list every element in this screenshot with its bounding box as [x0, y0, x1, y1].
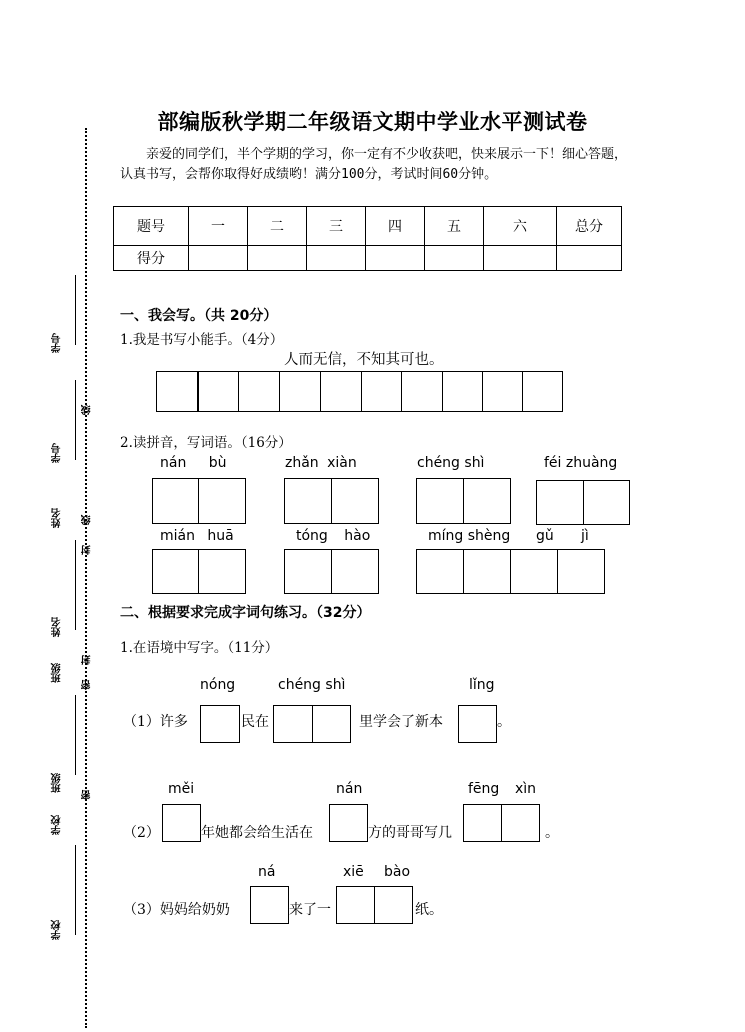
margin-line: [75, 845, 76, 935]
fill-box[interactable]: [250, 886, 289, 924]
word-box[interactable]: [284, 549, 332, 594]
sentence-text: 民在: [241, 714, 269, 730]
pinyin-label: nán: [336, 781, 363, 797]
sentence-text: 方的哥哥写几: [368, 825, 452, 841]
pinyin-label: tóng hào: [296, 528, 371, 544]
word-box[interactable]: [463, 478, 511, 524]
score-input-cell[interactable]: [366, 246, 425, 271]
writing-box[interactable]: [442, 371, 484, 412]
fill-box[interactable]: [329, 804, 368, 842]
pinyin-label: bào: [384, 864, 411, 880]
seal-char: 密: [82, 680, 93, 690]
fill-box[interactable]: [501, 804, 540, 842]
seal-char: 线: [82, 515, 93, 525]
question-label: 1.在语境中写字。（11分）: [120, 640, 279, 656]
pinyin-label: zhǎn xiàn: [285, 455, 357, 471]
fill-box[interactable]: [200, 705, 240, 743]
writing-box[interactable]: [522, 371, 563, 412]
writing-box[interactable]: [238, 371, 280, 412]
sentence-text: 纸。: [415, 902, 443, 918]
copy-sentence: 人而无信，不知其可也。: [284, 352, 444, 368]
sentence-text: 。: [497, 714, 511, 730]
intro-text: 亲爱的同学们，半个学期的学习，你一定有不少收获吧，快来展示一下！细心答题，认真书写，会帮你取得好成绩哟！满分100分，考试时间60分钟。: [120, 147, 628, 182]
sentence-text: （2）: [123, 825, 160, 841]
sentence-text: 。: [545, 825, 559, 841]
word-box[interactable]: [152, 549, 199, 594]
seal-char: 封: [82, 545, 93, 555]
word-box[interactable]: [284, 478, 332, 524]
pinyin-label: gǔ: [536, 528, 554, 544]
word-box[interactable]: [331, 478, 379, 524]
pinyin-label: féi zhuàng: [544, 455, 618, 471]
fill-box[interactable]: [458, 705, 497, 743]
margin-label-school: 学校: [52, 920, 63, 940]
word-box[interactable]: [198, 549, 246, 594]
pinyin-label: jì: [581, 528, 589, 544]
binding-dotted-line: [85, 128, 87, 1028]
writing-box[interactable]: [361, 371, 403, 412]
score-header-cell: 二: [248, 207, 307, 246]
question-label: 2.读拼音，写词语。（16分）: [120, 435, 292, 451]
writing-box[interactable]: [482, 371, 524, 412]
question-label: 1.我是书写小能手。（4分）: [120, 332, 284, 348]
margin-line: [75, 695, 76, 775]
fill-box[interactable]: [374, 886, 413, 924]
writing-box[interactable]: [156, 371, 198, 412]
page-title: 部编版秋学期二年级语文期中学业水平测试卷: [157, 110, 588, 134]
score-input-cell[interactable]: [557, 246, 622, 271]
margin-line: [75, 380, 76, 460]
seal-char: 封: [82, 655, 93, 665]
pinyin-label: chéng shì: [278, 677, 346, 693]
word-box[interactable]: [416, 549, 464, 594]
pinyin-label: míng shèng: [428, 528, 511, 544]
pinyin-label: xiē: [343, 864, 364, 880]
pinyin-label: chéng shì: [417, 455, 485, 471]
score-header-cell: 总分: [557, 207, 622, 246]
margin-label-student-id: 学号: [52, 333, 63, 353]
score-input-cell[interactable]: [248, 246, 307, 271]
sentence-text: 里学会了新本: [359, 714, 443, 730]
word-box[interactable]: [416, 478, 464, 524]
pinyin-label: fēng: [468, 781, 500, 797]
word-box[interactable]: [331, 549, 379, 594]
word-box[interactable]: [152, 478, 199, 524]
seal-char: 线: [82, 405, 93, 415]
score-row-label: 得分: [114, 246, 189, 271]
pinyin-label: nán bù: [160, 455, 227, 471]
score-header-cell: 四: [366, 207, 425, 246]
score-input-cell[interactable]: [425, 246, 484, 271]
margin-label-name: 姓名: [52, 508, 63, 528]
score-header-cell: 一: [189, 207, 248, 246]
word-box[interactable]: [463, 549, 511, 594]
score-table: [113, 206, 622, 271]
pinyin-label: lǐng: [469, 677, 495, 693]
section-heading: 一、我会写。（共 20分）: [120, 308, 278, 324]
fill-box[interactable]: [312, 705, 351, 743]
margin-label-name: 姓名: [52, 617, 63, 637]
margin-line: [75, 540, 76, 630]
writing-box[interactable]: [279, 371, 321, 412]
writing-box[interactable]: [320, 371, 362, 412]
score-header-cell: 题号: [114, 207, 189, 246]
pinyin-label: ná: [258, 864, 276, 880]
score-input-cell[interactable]: [307, 246, 366, 271]
pinyin-label: měi: [168, 781, 195, 797]
word-box[interactable]: [536, 480, 584, 525]
word-box[interactable]: [557, 549, 605, 594]
word-box[interactable]: [583, 480, 630, 525]
fill-box[interactable]: [273, 705, 313, 743]
sentence-text: （1）许多: [123, 714, 188, 730]
word-box[interactable]: [198, 478, 246, 524]
fill-box[interactable]: [336, 886, 375, 924]
fill-box[interactable]: [162, 804, 201, 842]
writing-box[interactable]: [401, 371, 443, 412]
sentence-text: 年她都会给生活在: [201, 825, 313, 841]
margin-line: [75, 275, 76, 345]
margin-label-school: 学校: [52, 815, 63, 835]
score-header-cell: 三: [307, 207, 366, 246]
pinyin-label: nóng: [200, 677, 236, 693]
margin-label-class: 班级: [52, 773, 63, 793]
writing-box[interactable]: [197, 371, 239, 412]
fill-box[interactable]: [463, 804, 502, 842]
margin-label-class: 班级: [52, 663, 63, 683]
sentence-text: 来了一: [289, 902, 331, 918]
section-heading: 二、根据要求完成字词句练习。（32分）: [120, 605, 371, 621]
score-header-cell: 五: [425, 207, 484, 246]
score-header-cell: 六: [484, 207, 557, 246]
score-input-cell[interactable]: [484, 246, 557, 271]
word-box[interactable]: [510, 549, 558, 594]
pinyin-label: xìn: [515, 781, 537, 797]
sentence-text: （3）妈妈给奶奶: [123, 902, 230, 918]
seal-char: 密: [82, 790, 93, 800]
pinyin-label: mián huā: [160, 528, 234, 544]
margin-label-student-id: 学号: [52, 443, 63, 463]
score-input-cell[interactable]: [189, 246, 248, 271]
